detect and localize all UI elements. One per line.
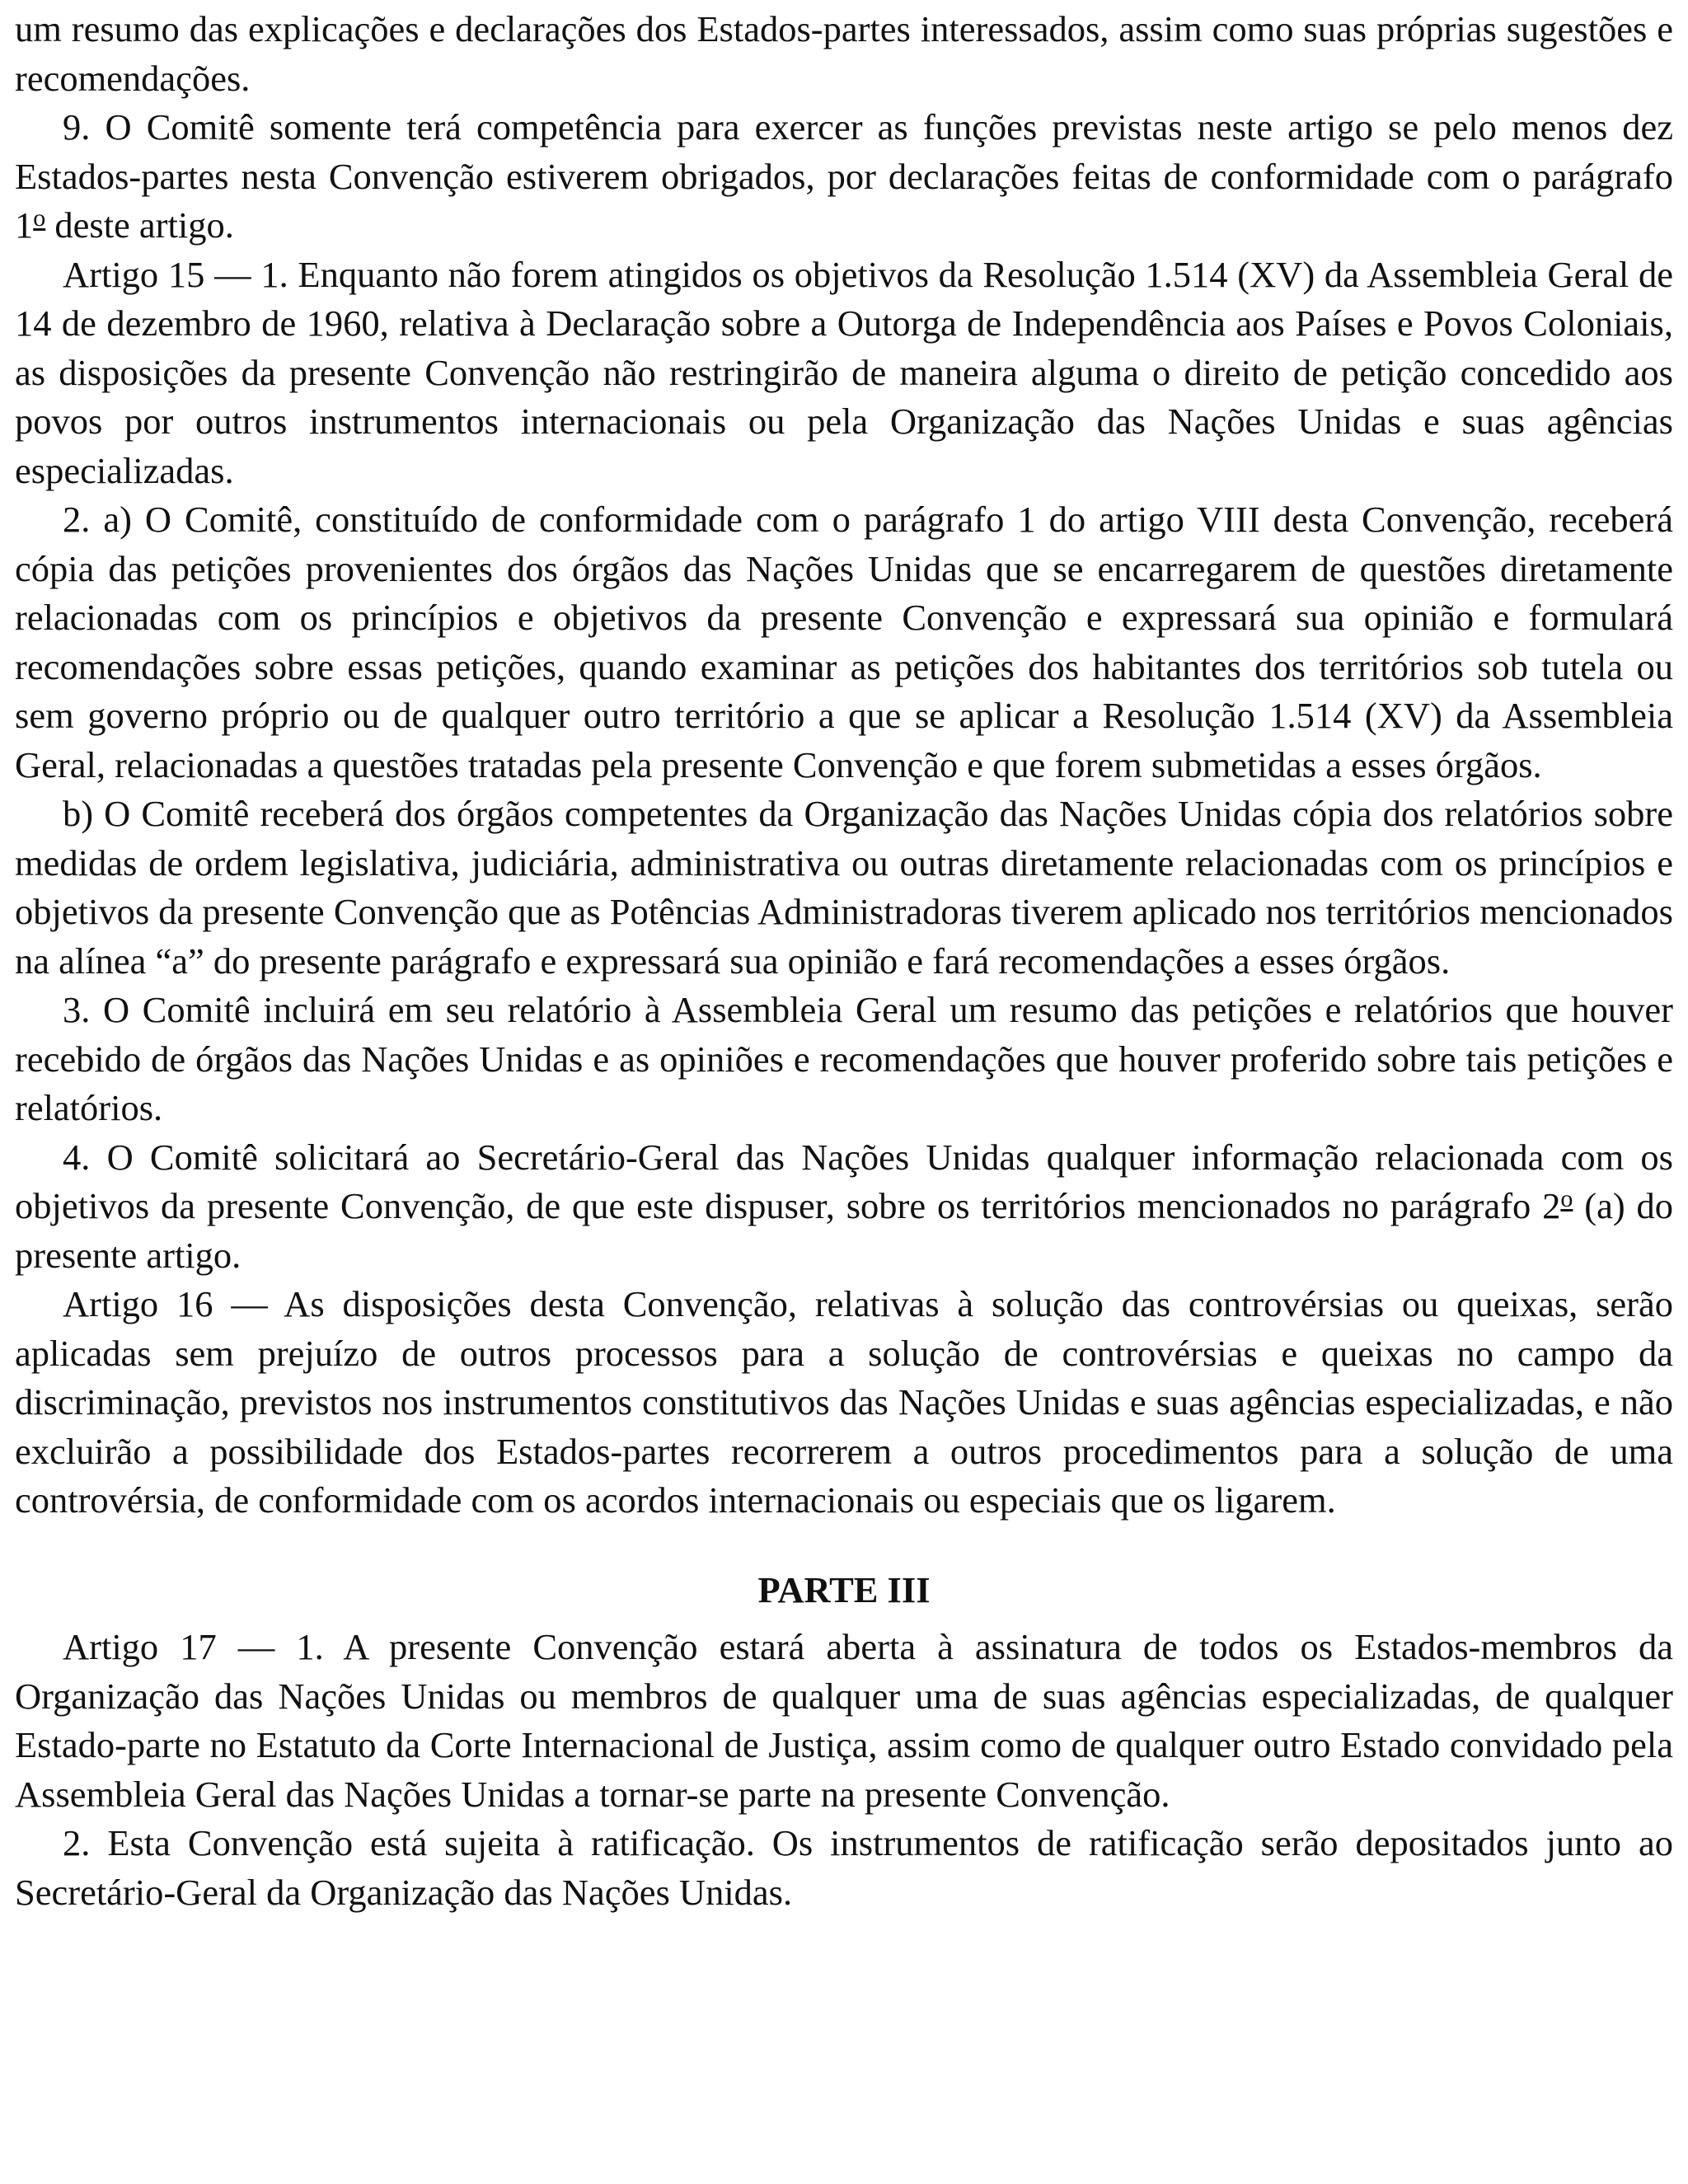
- paragraph: [15, 1280, 1673, 1526]
- section-heading: PARTE III: [757, 1568, 931, 1610]
- paragraph: [15, 790, 1673, 986]
- paragraph: [15, 1819, 1673, 1917]
- paragraph-text: 9. O Comitê somente terá competência para exercer as funções previstas neste artigo se pelo menos dez Estados-partes nesta Convenção estiverem obrigados, por declarações feitas de conformidade com o parágrafo 1: [15, 106, 1673, 246]
- paragraph-text: Artigo 15 — 1. Enquanto não forem atingidos os objetivos da Resolução 1.514 (XV) da Assembleia Geral de 14 de dezembro de 1960, relativa à Declaração sobre a Outorga de Independência aos Países e Povos Coloniais, as disposições da presente Convenção não restringirão de maneira alguma o direito de petição concedido aos povos por outros instrumentos internacionais ou pela Organização das Nações Unidas e suas agências especializadas.: [15, 253, 1673, 491]
- paragraph-text: Artigo 17 — 1. A presente Convenção estará aberta à assinatura de todos os Estados-membros da Organização das Nações Unidas ou membros de qualquer uma de suas agências especializadas, de qualquer Estado-parte no Estatuto da Corte Internacional de Justiça, assim como de qualquer outro Estado convidado pela Assembleia Geral das Nações Unidas a tornar-se parte na presente Convenção.: [15, 1626, 1673, 1815]
- paragraph: [15, 251, 1673, 496]
- paragraph: [15, 986, 1673, 1133]
- paragraph: [15, 1623, 1673, 1819]
- ordinal-superscript: o: [33, 204, 46, 232]
- paragraph: [15, 495, 1673, 790]
- paragraph-text: (a) do presente artigo.: [15, 1185, 1674, 1276]
- paragraph-text: 4. O Comitê solicitará ao Secretário-Geral das Nações Unidas qualquer informação relacionada com os objetivos da presente Convenção, de que este dispuser, sobre os territórios mencionados no parágrafo 2: [15, 1136, 1673, 1226]
- paragraph-text: b) O Comitê receberá dos órgãos competentes da Organização das Nações Unidas cópia dos relatórios sobre medidas de ordem legislativa, judiciária, administrativa ou outras diretamente relacionadas com os princípios e objetivos da presente Convenção que as Potências Administradoras tiverem aplicado nos territórios mencionados na alínea “a” do presente parágrafo e expressará sua opinião e fará recomendações a esses órgãos.: [15, 793, 1673, 982]
- paragraph-text: Artigo 16 — As disposições desta Convenção, relativas à solução das controvérsias ou queixas, serão aplicadas sem prejuízo de outros processos para a solução de controvérsias e queixas no campo da discriminação, previstos nos instrumentos constitutivos das Nações Unidas e suas agências especializadas, e não excluirão a possibilidade dos Estados-partes recorrerem a outros procedimentos para a solução de uma controvérsia, de conformidade com os acordos internacionais ou especiais que os ligarem.: [15, 1283, 1673, 1521]
- ordinal-superscript: o: [1560, 1185, 1573, 1212]
- paragraph-text: deste artigo.: [45, 204, 234, 246]
- paragraph-text: 2. a) O Comitê, constituído de conformidade com o parágrafo 1 do artigo VIII desta Convenção, receberá cópia das petições provenientes dos órgãos das Nações Unidas que se encarregarem de questões diretamente relacionadas com os princípios e objetivos da presente Convenção e expressará sua opinião e formulará recomendações sobre essas petições, quando examinar as petições dos habitantes dos territórios sob tutela ou sem governo próprio ou de qualquer outro território a que se aplicar a Resolução 1.514 (XV) da Assembleia Geral, relacionadas a questões tratadas pela presente Convenção e que forem submetidas a esses órgãos.: [15, 499, 1673, 785]
- paragraph-text: um resumo das explicações e declarações dos Estados-partes interessados, assim como suas próprias sugestões e recomendações.: [15, 8, 1673, 99]
- paragraph: [15, 5, 1673, 103]
- document-page: [15, 5, 1673, 1917]
- paragraph: [15, 1133, 1673, 1281]
- paragraph: [15, 103, 1673, 251]
- paragraphs-before: [15, 5, 1673, 1526]
- paragraph-text: 2. Esta Convenção está sujeita à ratificação. Os instrumentos de ratificação serão depositados junto ao Secretário-Geral da Organização das Nações Unidas.: [15, 1822, 1673, 1913]
- paragraph-text: 3. O Comitê incluirá em seu relatório à Assembleia Geral um resumo das petições e relatórios que houver recebido de órgãos das Nações Unidas e as opiniões e recomendações que houver proferido sobre tais petições e relatórios.: [15, 989, 1673, 1128]
- paragraphs-after: [15, 1623, 1673, 1917]
